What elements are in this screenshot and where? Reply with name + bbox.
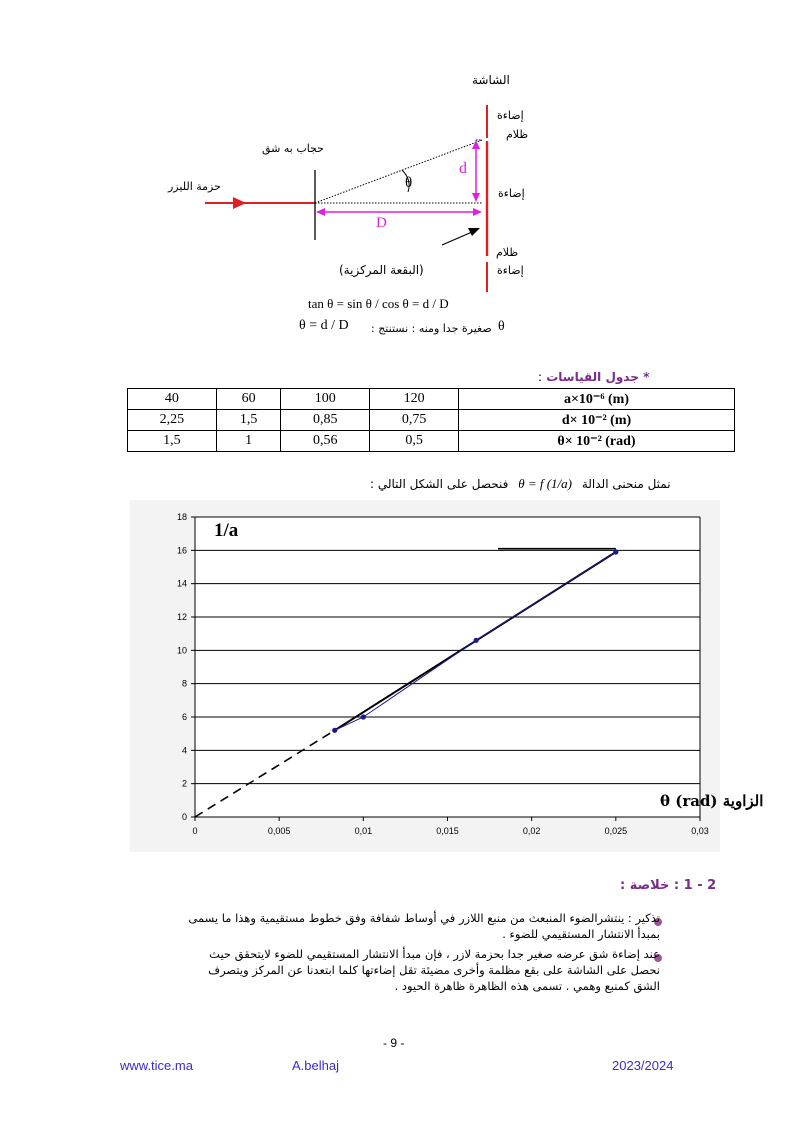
table-colon: : bbox=[538, 370, 543, 384]
y-tick-label: 8 bbox=[181, 678, 187, 689]
dark-top-label: ظلام bbox=[506, 128, 529, 141]
summary-line: نحصل على الشاشة على بقع مظلمة وأخرى مضيئة تقل إضاءتها كلما ابتعدنا عن المركز ويتصرف bbox=[208, 963, 660, 977]
table-row bbox=[128, 389, 735, 410]
x-tick-label: 0,02 bbox=[522, 826, 541, 836]
theta-label: θ bbox=[405, 175, 413, 191]
table-star: * bbox=[643, 370, 650, 384]
x-tick-label: 0,03 bbox=[691, 826, 709, 836]
y-tick-label: 14 bbox=[176, 578, 187, 589]
footer-author: A.belhaj bbox=[292, 1058, 339, 1073]
x-axis-label: الزاوية θ (rad) bbox=[660, 792, 764, 810]
table-cell: 60 bbox=[216, 389, 280, 410]
data-point bbox=[474, 638, 479, 643]
y-tick-label: 18 bbox=[176, 512, 187, 522]
formula-conclusion: صغيرة جدا ومنه : نستنتج : bbox=[371, 322, 492, 335]
dark-bottom-label: ظلام bbox=[496, 246, 519, 259]
formula-tan: tan θ = sin θ / cos θ = d / D bbox=[308, 296, 449, 311]
table-row bbox=[128, 410, 735, 431]
central-spot-label: (البقعة المركزية) bbox=[339, 263, 424, 277]
data-point bbox=[332, 728, 337, 733]
table-cell: 100 bbox=[281, 389, 370, 410]
table-cell: 40 bbox=[128, 389, 217, 410]
footer-year: 2023/2024 bbox=[612, 1058, 674, 1073]
measurements-table bbox=[127, 388, 735, 452]
table-cell: 120 bbox=[370, 389, 459, 410]
table-row bbox=[128, 431, 735, 452]
table-row-header: θ× 10⁻² (rad) bbox=[458, 431, 734, 452]
function-formula: θ = f (1/a) bbox=[518, 476, 572, 491]
screen-label: الشاشة bbox=[472, 73, 510, 87]
table-cell: 2,25 bbox=[128, 410, 217, 431]
y-tick-label: 16 bbox=[176, 545, 187, 556]
big-d-label: D bbox=[376, 215, 387, 231]
table-cell: 1,5 bbox=[216, 410, 280, 431]
x-tick-label: 0,01 bbox=[354, 826, 373, 836]
y-tick-label: 0 bbox=[181, 812, 187, 822]
page-number: - 9 - bbox=[383, 1036, 405, 1050]
y-tick-label: 12 bbox=[176, 612, 187, 622]
summary-line: الشق كمنبع وهمي . تسمى هذه الظاهرة ظاهرة الحيود . bbox=[394, 979, 660, 993]
table-cell: 0,75 bbox=[370, 410, 459, 431]
formula-theta: θ bbox=[498, 319, 505, 334]
formula-result: θ = d / D bbox=[299, 318, 349, 333]
y-axis-label: 1/a bbox=[214, 520, 239, 541]
x-tick-label: 0,015 bbox=[436, 826, 459, 836]
table-cell: 1,5 bbox=[128, 431, 217, 452]
plot-area bbox=[195, 517, 700, 817]
function-text: نمثل منحنى الدالة bbox=[581, 477, 671, 491]
data-point bbox=[361, 714, 366, 719]
summary-item-1 bbox=[100, 910, 660, 942]
summary-line: عند إضاءة شق عرضه صغير جدا بحزمة لازر ، فإن مبدأ الانتشار المستقيمي للضوء لايتحقق حيث bbox=[209, 947, 660, 961]
y-tick-label: 2 bbox=[181, 778, 187, 789]
footer-site-link[interactable]: www.tice.ma bbox=[120, 1058, 193, 1073]
light-top-label: إضاءة bbox=[497, 109, 524, 122]
data-point bbox=[613, 549, 618, 554]
x-tick-label: 0,025 bbox=[604, 826, 628, 836]
summary-item-2 bbox=[100, 946, 660, 994]
chart bbox=[130, 500, 764, 852]
laser-label: حزمة الليزر bbox=[168, 180, 221, 193]
small-d-label: d bbox=[459, 160, 467, 177]
x-tick-label: 0,005 bbox=[267, 826, 291, 836]
table-cell: 0,56 bbox=[281, 431, 370, 452]
function-suffix: فنحصل على الشكل التالي : bbox=[370, 477, 509, 491]
table-cell: 1 bbox=[216, 431, 280, 452]
table-row-header: a×10⁻⁶ (m) bbox=[458, 389, 734, 410]
table-cell: 0,85 bbox=[281, 410, 370, 431]
table-title-line bbox=[538, 370, 649, 384]
slit-label: حجاب به شق bbox=[262, 142, 324, 155]
y-tick-label: 6 bbox=[181, 712, 187, 722]
summary-line: تذكير : ينتشرالضوء المنبعث من منبع اللازر في أوساط شفافة وفق خطوط مستقيمية وهذا ما يسمى bbox=[188, 911, 660, 925]
light-center-label: إضاءة bbox=[498, 187, 525, 200]
function-line bbox=[370, 476, 671, 492]
x-tick-label: 0 bbox=[192, 826, 198, 836]
summary-line: بمبدأ الانتشار المستقيمي للضوء . bbox=[502, 927, 660, 941]
table-title: جدول القياسات bbox=[546, 370, 639, 384]
summary-heading: 2 - 1 : خلاصة : bbox=[620, 878, 717, 893]
y-tick-label: 4 bbox=[181, 745, 187, 756]
y-tick-label: 10 bbox=[176, 645, 187, 656]
table-cell: 0,5 bbox=[370, 431, 459, 452]
light-bottom-label: إضاءة bbox=[497, 264, 524, 277]
table-row-header: d× 10⁻² (m) bbox=[458, 410, 734, 431]
